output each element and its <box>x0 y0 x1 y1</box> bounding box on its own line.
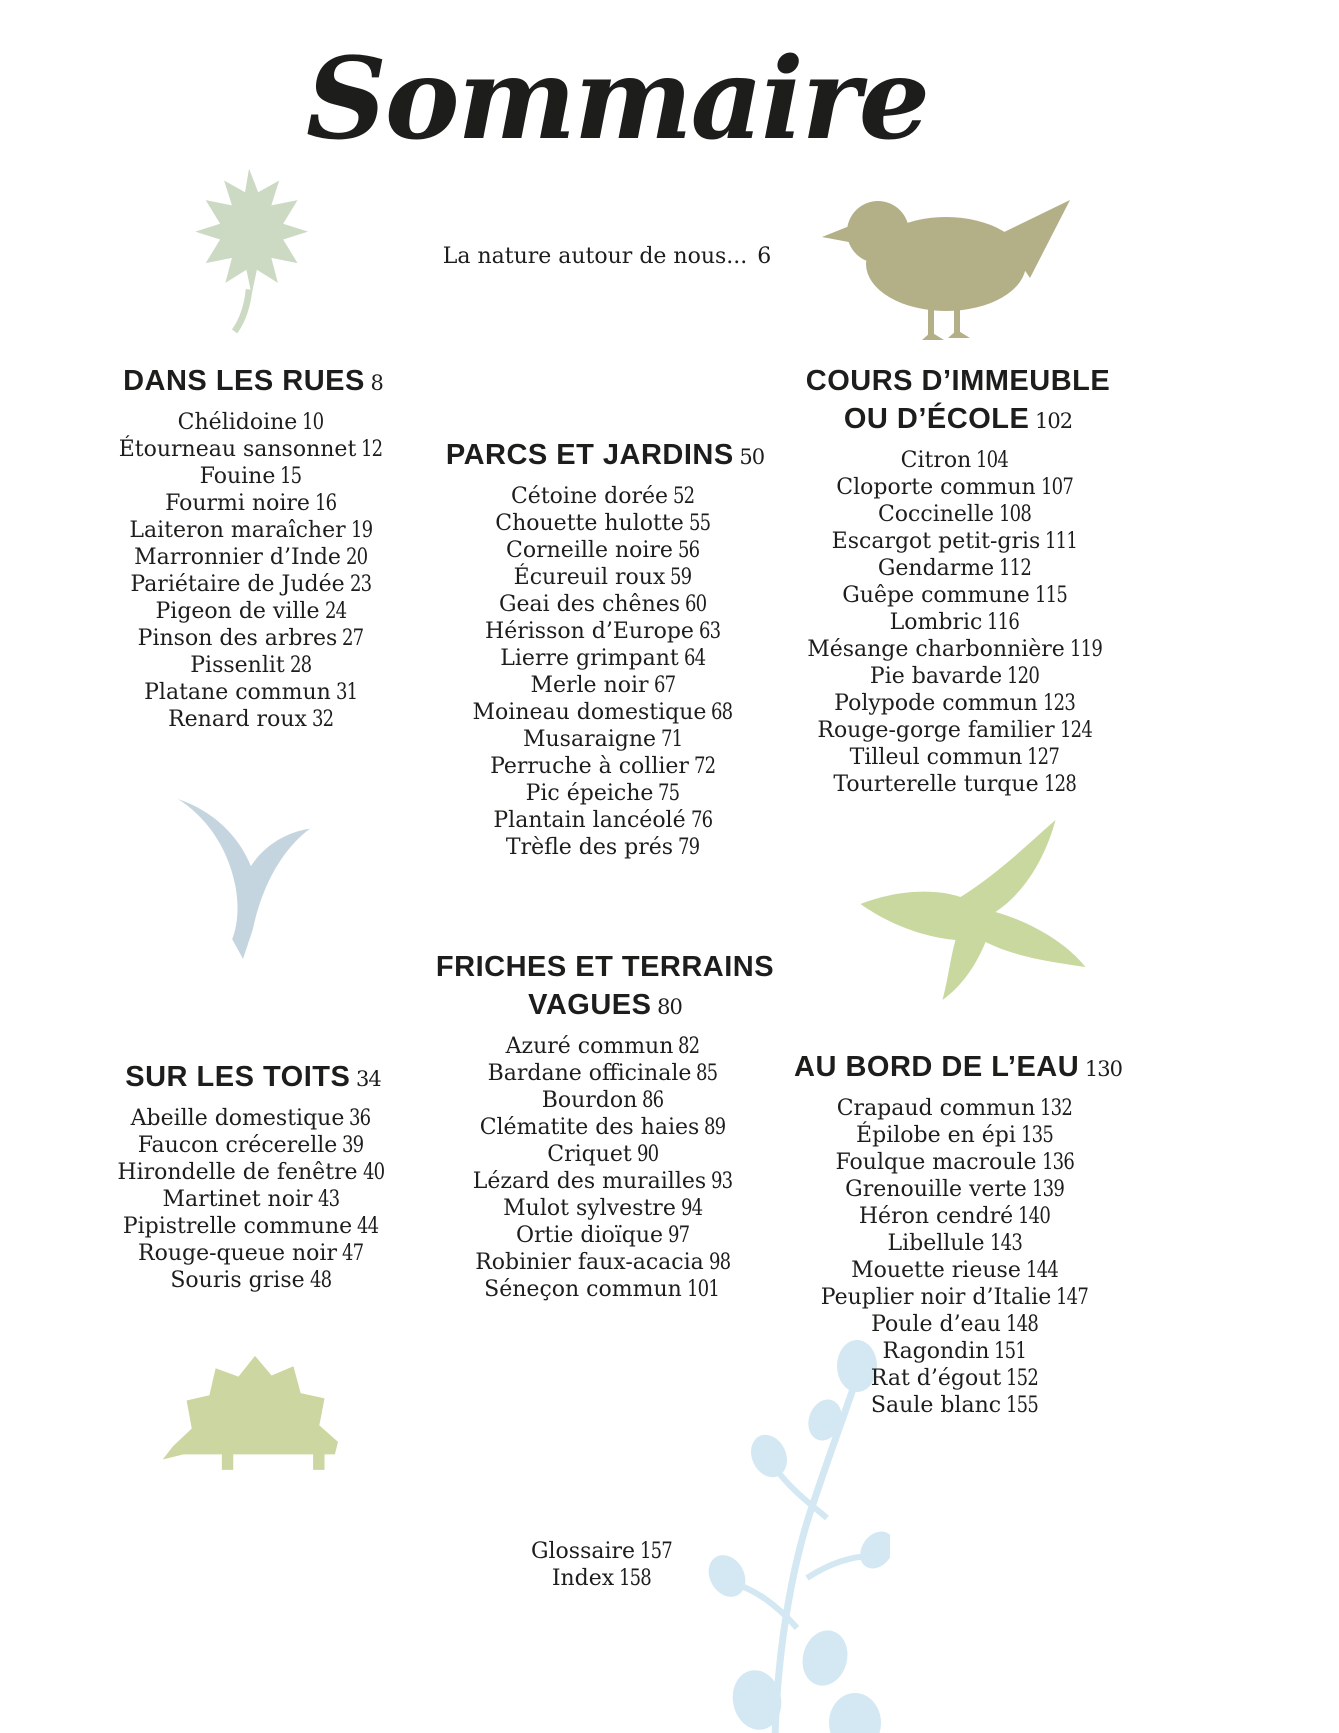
entry-page-number: 144 <box>1025 1258 1058 1283</box>
entry-page-number: 108 <box>999 502 1031 527</box>
entry-label: Bourdon <box>541 1088 638 1113</box>
entry-page-number: 76 <box>690 808 712 833</box>
entry-label: Moineau domestique <box>472 700 707 725</box>
hedgehog-icon <box>160 1332 348 1472</box>
entry-label: Escargot petit-gris <box>831 529 1041 554</box>
entry-page-number: 32 <box>311 707 334 732</box>
entry-page-number: 28 <box>289 653 312 678</box>
entry-label: Robinier faux-acacia <box>475 1250 704 1275</box>
toc-entry <box>73 1267 433 1294</box>
entry-label: Guêpe commune <box>842 583 1030 608</box>
toc-entry <box>425 807 785 834</box>
entry-label: Abeille domestique <box>130 1106 345 1131</box>
entry-label: Clématite des haies <box>479 1115 700 1140</box>
entry-page-number: 132 <box>1040 1096 1073 1121</box>
entry-page-number: 55 <box>688 511 711 536</box>
toc-entry <box>425 834 785 861</box>
entry-label: Saule blanc <box>870 1393 1002 1418</box>
entry-page-number: 136 <box>1041 1150 1074 1175</box>
section-page-number: 80 <box>651 995 682 1019</box>
entry-page-number: 44 <box>357 1214 379 1239</box>
section-entries <box>73 409 433 733</box>
toc-entry <box>778 1392 1138 1419</box>
entry-label: Cloporte commun <box>836 475 1036 500</box>
section-title: DANS LES RUES 8 <box>123 365 383 397</box>
entry-page-number: 116 <box>987 610 1020 635</box>
entry-label: Épilobe en épi <box>856 1123 1016 1148</box>
toc-entry <box>73 625 433 652</box>
toc-entry <box>425 699 785 726</box>
entry-page-number: 98 <box>708 1250 731 1275</box>
entry-label: Crapaud commun <box>836 1096 1036 1121</box>
toc-entry <box>73 1240 433 1267</box>
entry-label: Platane commun <box>144 680 331 705</box>
entry-page-number: 27 <box>342 626 364 651</box>
page-title: Sommaire <box>306 34 928 165</box>
entry-page-number: 158 <box>619 1566 652 1591</box>
entry-label: Renard roux <box>168 707 307 732</box>
toc-entry <box>425 1168 785 1195</box>
entry-label: Fourmi noire <box>165 491 310 516</box>
toc-entry <box>778 1230 1138 1257</box>
section-friches-et-terrains-vagues <box>425 948 785 1303</box>
entry-page-number: 148 <box>1005 1312 1038 1337</box>
section-page-number: 102 <box>1029 409 1073 433</box>
toc-entry <box>778 1257 1138 1284</box>
toc-entry <box>778 447 1138 474</box>
toc-entry <box>778 663 1138 690</box>
toc-entry <box>778 771 1138 798</box>
toc-entry <box>425 753 785 780</box>
entry-label: Lombric <box>889 610 983 635</box>
entry-page-number: 128 <box>1043 772 1076 797</box>
toc-entry <box>73 1132 433 1159</box>
entry-page-number: 67 <box>653 673 675 698</box>
toc-entry <box>778 1176 1138 1203</box>
entry-page-number: 40 <box>362 1160 384 1185</box>
toc-entry <box>778 1338 1138 1365</box>
entry-page-number: 89 <box>704 1115 726 1140</box>
swallow-icon <box>170 790 318 962</box>
maple-leaf-icon <box>168 166 330 334</box>
entry-label: Rouge-queue noir <box>138 1241 337 1266</box>
entry-label: Criquet <box>547 1142 632 1167</box>
entry-label: Cétoine dorée <box>510 484 669 509</box>
toc-entry <box>425 1222 785 1249</box>
entry-label: Glossaire <box>530 1539 636 1564</box>
entry-label: Chouette hulotte <box>495 511 684 536</box>
entry-page-number: 152 <box>1006 1366 1039 1391</box>
entry-label: Mulot sylvestre <box>503 1196 676 1221</box>
entry-page-number: 123 <box>1042 691 1075 716</box>
entry-page-number: 43 <box>317 1187 339 1212</box>
entry-page-number: 101 <box>686 1277 719 1302</box>
entry-label: Pigeon de ville <box>155 599 320 624</box>
toc-entry <box>425 726 785 753</box>
entry-label: Corneille noire <box>506 538 673 563</box>
entry-label: Libellule <box>887 1231 985 1256</box>
entry-page-number: 48 <box>309 1268 331 1293</box>
toc-entry <box>778 555 1138 582</box>
toc-entry <box>73 409 433 436</box>
entry-page-number: 60 <box>685 592 707 617</box>
entry-page-number: 23 <box>349 572 371 597</box>
toc-entry <box>531 1538 679 1565</box>
toc-entry <box>73 652 433 679</box>
entry-label: Faucon crécerelle <box>137 1133 338 1158</box>
entry-page-number: 86 <box>642 1088 664 1113</box>
entry-label: Hérisson d’Europe <box>485 619 694 644</box>
intro-label: La nature autour de nous... <box>442 244 748 269</box>
entry-page-number: 63 <box>698 619 721 644</box>
toc-entry <box>778 582 1138 609</box>
toc-entry <box>425 1276 785 1303</box>
section-page-number: 34 <box>350 1067 381 1091</box>
entry-label: Martinet noir <box>162 1187 313 1212</box>
entry-label: Bardane officinale <box>487 1061 692 1086</box>
entry-page-number: 119 <box>1069 637 1102 662</box>
entry-label: Gendarme <box>877 556 995 581</box>
entry-page-number: 10 <box>302 410 324 435</box>
entry-label: Peuplier noir d’Italie <box>820 1285 1052 1310</box>
footer-entries <box>531 1538 679 1592</box>
toc-entry <box>425 1141 785 1168</box>
entry-label: Souris grise <box>170 1268 305 1293</box>
entry-page-number: 47 <box>341 1241 364 1266</box>
entry-label: Grenouille verte <box>845 1177 1027 1202</box>
section-title: AU BORD DE L’EAU 130 <box>794 1051 1122 1083</box>
entry-page-number: 72 <box>693 754 716 779</box>
entry-page-number: 127 <box>1027 745 1060 770</box>
toc-entry <box>73 517 433 544</box>
entry-label: Pariétaire de Judée <box>130 572 345 597</box>
toc-entry <box>531 1565 679 1592</box>
toc-entry <box>778 1284 1138 1311</box>
toc-entry <box>778 1203 1138 1230</box>
toc-entry <box>425 1033 785 1060</box>
section-title: SUR LES TOITS 34 <box>125 1061 381 1093</box>
section-entries <box>425 1033 785 1303</box>
entry-label: Fouine <box>199 464 276 489</box>
toc-entry <box>73 598 433 625</box>
entry-page-number: 59 <box>670 565 692 590</box>
entry-page-number: 107 <box>1040 475 1073 500</box>
toc-entry <box>778 717 1138 744</box>
section-sur-les-toits <box>73 1058 433 1294</box>
entry-page-number: 120 <box>1007 664 1040 689</box>
entry-page-number: 52 <box>673 484 695 509</box>
toc-entry <box>425 1060 785 1087</box>
toc-entry <box>778 474 1138 501</box>
toc-entry <box>73 436 433 463</box>
entry-label: Tourterelle turque <box>833 772 1039 797</box>
entry-page-number: 82 <box>678 1034 700 1059</box>
section-page-number: 130 <box>1079 1057 1122 1081</box>
entry-label: Hirondelle de fenêtre <box>117 1160 358 1185</box>
entry-page-number: 124 <box>1059 718 1092 743</box>
section-title: COURS D’IMMEUBLE OU D’ÉCOLE 102 <box>805 365 1111 435</box>
entry-label: Tilleul commun <box>849 745 1023 770</box>
entry-page-number: 85 <box>696 1061 718 1086</box>
entry-label: Foulque macroule <box>835 1150 1037 1175</box>
toc-entry <box>73 706 433 733</box>
entry-page-number: 36 <box>349 1106 371 1131</box>
toc-entry <box>778 501 1138 528</box>
toc-entry <box>778 1365 1138 1392</box>
entry-label: Mésange charbonnière <box>807 637 1065 662</box>
toc-entry <box>778 528 1138 555</box>
entry-page-number: 20 <box>345 545 368 570</box>
flying-bird-icon <box>848 812 1093 1002</box>
entry-page-number: 24 <box>324 599 346 624</box>
toc-entry <box>73 463 433 490</box>
entry-page-number: 147 <box>1056 1285 1089 1310</box>
toc-entry <box>73 1105 433 1132</box>
entry-label: Citron <box>900 448 972 473</box>
entry-label: Pic épeiche <box>525 781 654 806</box>
toc-entry <box>425 618 785 645</box>
entry-page-number: 94 <box>680 1196 703 1221</box>
entry-page-number: 31 <box>335 680 358 705</box>
toc-entry <box>778 1122 1138 1149</box>
entry-label: Musaraigne <box>522 727 657 752</box>
section-page-number: 8 <box>364 371 383 395</box>
entry-page-number: 139 <box>1031 1177 1064 1202</box>
entry-label: Héron cendré <box>858 1204 1014 1229</box>
toc-entry <box>73 679 433 706</box>
entry-label: Ragondin <box>882 1339 990 1364</box>
section-entries <box>73 1105 433 1294</box>
section-cours-d-immeuble-ou-d-ecole <box>778 362 1138 798</box>
toc-entry <box>425 1249 785 1276</box>
entry-page-number: 157 <box>640 1539 673 1564</box>
entry-page-number: 135 <box>1020 1123 1053 1148</box>
toc-entry <box>425 510 785 537</box>
entry-page-number: 97 <box>668 1223 690 1248</box>
toc-entry <box>425 483 785 510</box>
entry-label: Lézard des murailles <box>472 1169 707 1194</box>
entry-label: Mouette rieuse <box>851 1258 1021 1283</box>
toc-entry <box>425 672 785 699</box>
entry-page-number: 111 <box>1045 529 1078 554</box>
toc-entry <box>73 1213 433 1240</box>
entry-label: Merle noir <box>530 673 649 698</box>
entry-label: Azuré commun <box>505 1034 674 1059</box>
entry-page-number: 56 <box>677 538 700 563</box>
intro-page-number: 6 <box>757 244 772 269</box>
entry-label: Perruche à collier <box>490 754 689 779</box>
entry-label: Coccinelle <box>877 502 995 527</box>
entry-label: Écureuil roux <box>513 565 666 590</box>
entry-label: Pie bavarde <box>869 664 1003 689</box>
section-title: PARCS ET JARDINS 50 <box>445 439 765 471</box>
sparrow-icon <box>818 192 1073 344</box>
entry-page-number: 68 <box>711 700 733 725</box>
section-au-bord-de-l-eau <box>778 1048 1138 1419</box>
toc-entry <box>425 1087 785 1114</box>
entry-label: Pissenlit <box>190 653 285 678</box>
entry-label: Rouge-gorge familier <box>817 718 1055 743</box>
section-entries <box>778 447 1138 798</box>
toc-entry <box>778 1095 1138 1122</box>
section-title: FRICHES ET TERRAINS VAGUES 80 <box>435 951 775 1021</box>
entry-label: Rat d’égout <box>870 1366 1002 1391</box>
entry-page-number: 115 <box>1034 583 1067 608</box>
entry-page-number: 15 <box>280 464 302 489</box>
entry-page-number: 39 <box>342 1133 364 1158</box>
entry-page-number: 75 <box>658 781 680 806</box>
entry-label: Chélidoine <box>177 410 298 435</box>
toc-entry <box>778 744 1138 771</box>
toc-entry <box>425 591 785 618</box>
toc-entry <box>73 571 433 598</box>
toc-entry <box>73 544 433 571</box>
entry-label: Marronnier d’Inde <box>134 545 341 570</box>
entry-label: Trèfle des prés <box>505 835 674 860</box>
toc-entry <box>778 1149 1138 1176</box>
entry-page-number: 151 <box>994 1339 1027 1364</box>
entry-page-number: 90 <box>636 1142 659 1167</box>
toc-entry <box>425 1195 785 1222</box>
toc-entry <box>778 609 1138 636</box>
entry-page-number: 12 <box>361 437 383 462</box>
toc-entry <box>778 690 1138 717</box>
entry-page-number: 16 <box>314 491 337 516</box>
entry-label: Index <box>551 1566 615 1591</box>
toc-entry <box>425 780 785 807</box>
entry-page-number: 71 <box>661 727 683 752</box>
toc-entry <box>778 1311 1138 1338</box>
entry-label: Étourneau sansonnet <box>118 437 357 462</box>
entry-label: Laiteron maraîcher <box>129 518 346 543</box>
entry-page-number: 79 <box>678 835 700 860</box>
toc-entry <box>73 490 433 517</box>
section-entries <box>778 1095 1138 1419</box>
entry-label: Pinson des arbres <box>137 626 338 651</box>
entry-page-number: 93 <box>711 1169 733 1194</box>
section-page-number: 50 <box>733 445 765 469</box>
entry-page-number: 155 <box>1006 1393 1039 1418</box>
toc-entry <box>425 645 785 672</box>
toc-entry <box>778 636 1138 663</box>
section-dans-les-rues <box>73 362 433 733</box>
entry-page-number: 112 <box>999 556 1032 581</box>
entry-label: Séneçon commun <box>484 1277 682 1302</box>
entry-label: Geai des chênes <box>498 592 681 617</box>
toc-entry <box>73 1159 433 1186</box>
entry-page-number: 140 <box>1018 1204 1051 1229</box>
entry-label: Poule d’eau <box>871 1312 1001 1337</box>
entry-page-number: 64 <box>683 646 706 671</box>
entry-label: Pipistrelle commune <box>122 1214 353 1239</box>
entry-label: Lierre grimpant <box>500 646 679 671</box>
entry-page-number: 104 <box>976 448 1009 473</box>
toc-entry <box>73 1186 433 1213</box>
entry-label: Polypode commun <box>834 691 1038 716</box>
section-entries <box>425 483 785 861</box>
entry-label: Ortie dioïque <box>515 1223 664 1248</box>
entry-label: Plantain lancéolé <box>493 808 686 833</box>
section-parcs-et-jardins <box>425 436 785 861</box>
toc-entry <box>425 537 785 564</box>
intro-line <box>443 244 772 269</box>
toc-entry <box>425 564 785 591</box>
entry-page-number: 19 <box>350 518 372 543</box>
entry-page-number: 143 <box>989 1231 1022 1256</box>
toc-entry <box>425 1114 785 1141</box>
